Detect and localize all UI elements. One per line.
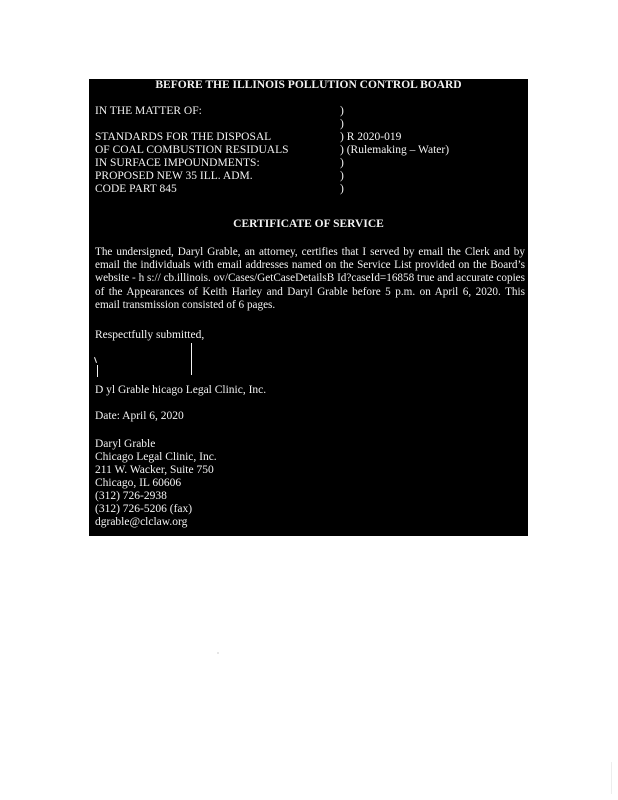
caption-bracket: ) [340, 170, 344, 182]
caption-line: PROPOSED NEW 35 ILL. ADM. [95, 170, 253, 182]
signature-stroke [191, 365, 192, 375]
caption-line: STANDARDS FOR THE DISPOSAL [95, 131, 272, 143]
contact-organization: Chicago Legal Clinic, Inc. [95, 451, 217, 463]
contact-city: Chicago, IL 60606 [95, 477, 182, 489]
case-caption-left [95, 105, 289, 196]
document-heading: BEFORE THE ILLINOIS POLLUTION CONTROL BOARD [155, 79, 462, 91]
scan-speck [217, 652, 219, 654]
caption-bracket: ) [340, 118, 344, 130]
caption-line: CODE PART 845 [95, 183, 177, 195]
contact-phone: (312) 726-2938 [95, 490, 167, 502]
certification-paragraph: The undersigned, Daryl Grable, an attorney, certifies that I served by email the Clerk and by email the individuals with email addresses named on the Service List provided on the Board’s website - h s:// cb.illinois. ov/Cases/GetCaseDetailsB Id?caseId=16858 true and accurate copies of the Appearances of Keith Harley and Daryl Grable before 5 p.m. on April 6, 2020. This email transmission consisted of 6 pages. [95, 246, 525, 311]
signature-stroke [94, 357, 97, 363]
case-caption-right [340, 105, 449, 196]
caption-bracket: ) [340, 157, 344, 169]
contact-fax: (312) 726-5206 (fax) [95, 503, 193, 515]
scan-edge-mark [611, 762, 612, 794]
case-type: ) (Rulemaking – Water) [340, 144, 450, 156]
caption-line: OF COAL COMBUSTION RESIDUALS [95, 144, 289, 156]
contact-name: Daryl Grable [95, 438, 156, 450]
contact-block [95, 438, 217, 529]
contact-email: dgrable@clclaw.org [95, 516, 188, 528]
caption-line [95, 118, 289, 131]
caption-bracket: ) [340, 105, 344, 117]
scanned-document-page [89, 79, 528, 536]
caption-line: IN SURFACE IMPOUNDMENTS: [95, 157, 260, 169]
caption-line: IN THE MATTER OF: [95, 105, 202, 117]
case-number: ) R 2020-019 [340, 131, 402, 143]
contact-address: 211 W. Wacker, Suite 750 [95, 464, 214, 476]
caption-bracket: ) [340, 183, 344, 195]
signature-name-line: D yl Grable hicago Legal Clinic, Inc. [95, 384, 267, 396]
date-line: Date: April 6, 2020 [95, 410, 184, 422]
signature-stroke [97, 365, 98, 377]
closing-text: Respectfully submitted, [95, 329, 205, 341]
certificate-title: CERTIFICATE OF SERVICE [233, 218, 384, 230]
signature-stroke [191, 343, 192, 365]
